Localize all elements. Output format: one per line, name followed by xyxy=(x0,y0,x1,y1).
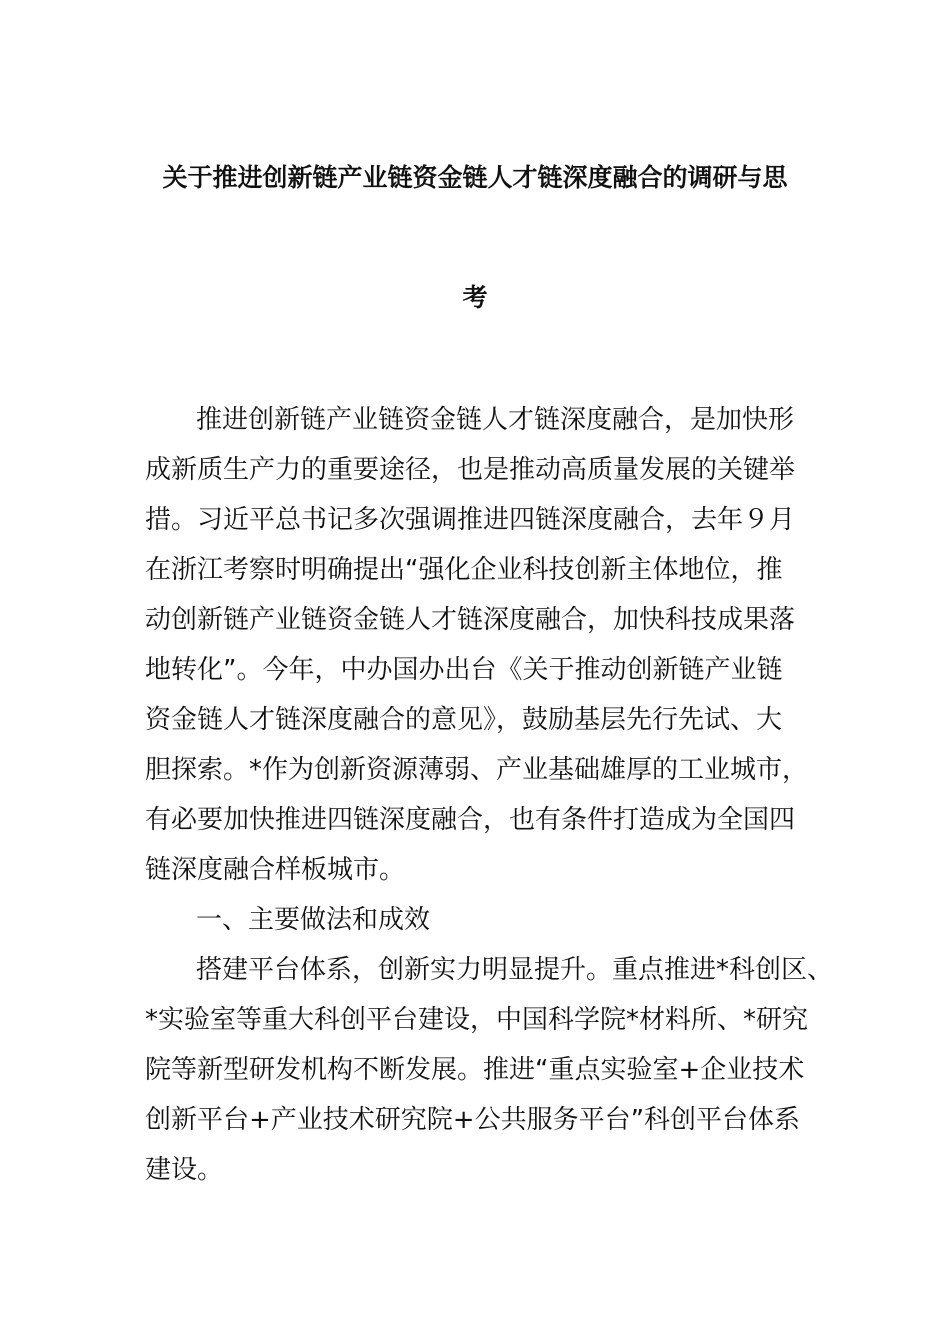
paragraph-line: 推进创新链产业链资金链人才链深度融合，是加快形 xyxy=(196,405,795,435)
paragraph-line: 资金链人才链深度融合的意见》，鼓励基层先行先试、大 xyxy=(145,705,783,735)
paragraph-line: 院等新型研发机构不断发展。推进“重点实验室+企业技术 xyxy=(145,1055,805,1085)
paragraph-line: 建设。 xyxy=(145,1155,224,1185)
paragraph-line: 成新质生产力的重要途径，也是推动高质量发展的关键举 xyxy=(145,455,796,485)
section-heading: 一、主要做法和成效 xyxy=(196,905,431,935)
paragraph-line: *实验室等重大科创平台建设，中国科学院*材料所、*研究 xyxy=(145,1005,809,1035)
paragraph-line: 创新平台+产业技术研究院+公共服务平台”科创平台体系 xyxy=(145,1105,801,1135)
document-title-line-2: 考 xyxy=(462,283,488,312)
paragraph-line: 措。习近平总书记多次强调推进四链深度融合，去年９月 xyxy=(145,505,796,535)
paragraph-line: 在浙江考察时明确提出“强化企业科技创新主体地位，推 xyxy=(145,555,783,585)
document-title-line-1: 关于推进创新链产业链资金链人才链深度融合的调研与思 xyxy=(162,163,788,192)
paragraph-line: 动创新链产业链资金链人才链深度融合，加快科技成果落 xyxy=(145,605,796,635)
paragraph-line: 搭建平台体系，创新实力明显提升。重点推进*科创区、 xyxy=(196,955,834,985)
paragraph-line: 地转化”。今年，中办国办出台《关于推动创新链产业链 xyxy=(145,655,783,685)
paragraph-line: 胆探索。*作为创新资源薄弱、产业基础雄厚的工业城市， xyxy=(145,755,809,785)
paragraph-line: 链深度融合样板城市。 xyxy=(145,855,406,885)
paragraph-line: 有必要加快推进四链深度融合，也有条件打造成为全国四 xyxy=(145,805,796,835)
